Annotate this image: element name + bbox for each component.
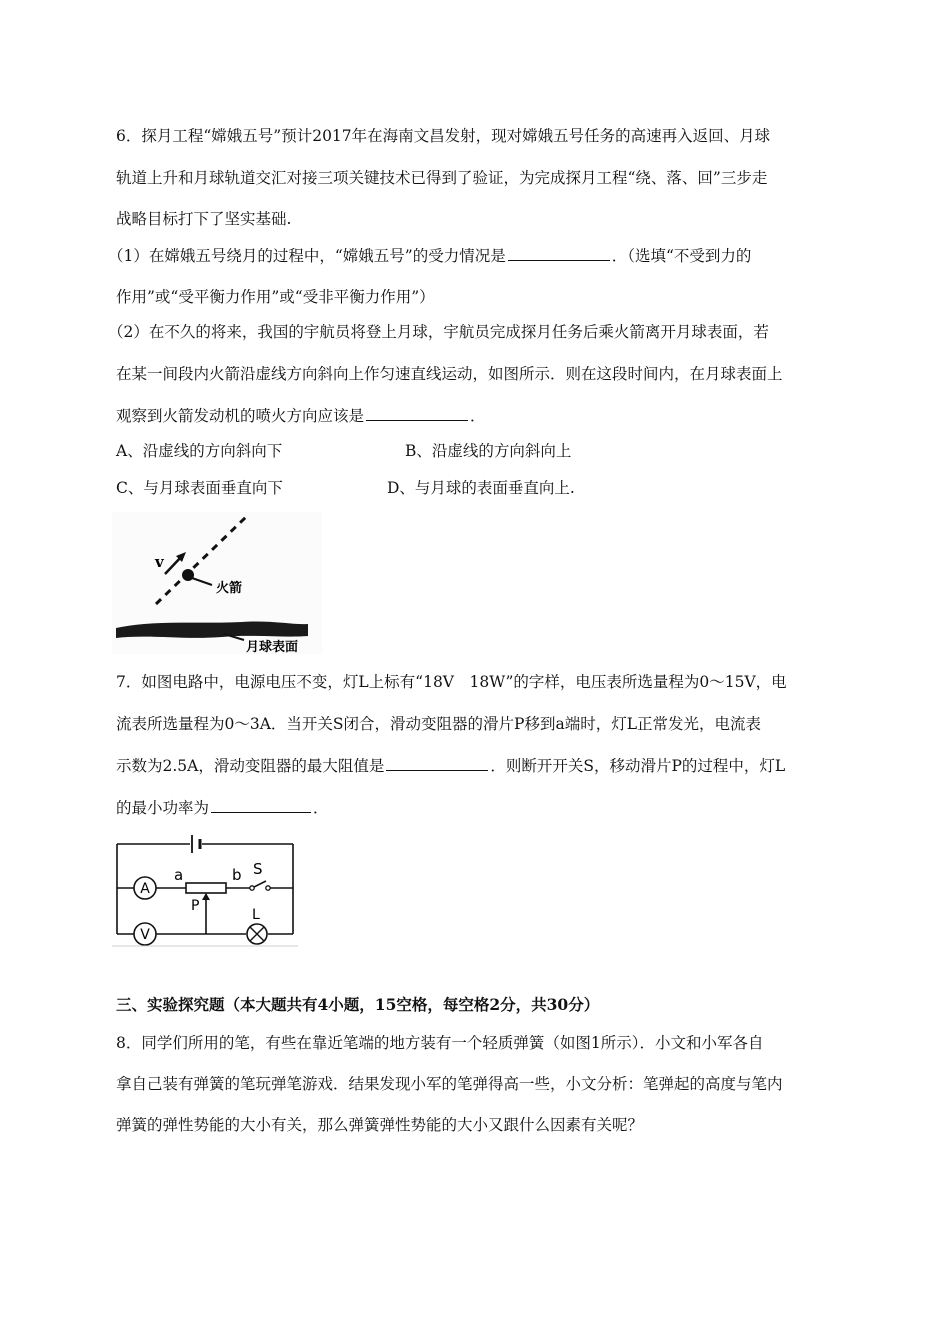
q6-part2-line-1: （2）在不久的将来，我国的宇航员将登上月球，宇航员完成探月任务后乘火箭离开月球表面，若	[108, 323, 769, 341]
q7-line-3	[116, 755, 836, 776]
switch-contact-left	[250, 886, 254, 890]
q6-intro-line-2: 轨道上升和月球轨道交汇对接三项关键技术已得到了验证，为完成探月工程“绕、落、回”三步走	[116, 169, 768, 187]
q6-part1-text: （1）在嫦娥五号绕月的过程中，“嫦娥五号”的受力情况是	[108, 247, 506, 265]
q6-intro-line-1: 6．探月工程“嫦娥五号”预计2017年在海南文昌发射，现对嫦娥五号任务的高速再入返回、月球	[116, 127, 771, 145]
terminal-a-label: a	[174, 866, 184, 884]
q6-part2-line-3	[116, 405, 836, 426]
rocket-label: 火箭	[216, 581, 243, 596]
q6-part1-blank[interactable]	[508, 245, 610, 261]
rocket-figure	[112, 512, 322, 654]
q8-line-1: 8．同学们所用的笔，有些在靠近笔端的地方装有一个轻质弹簧（如图1所示）．小文和小军各自	[116, 1034, 764, 1052]
q7-line-3-text-end: ．则断开开关S，移动滑片P的过程中，灯L	[490, 757, 786, 775]
q7-line-4-text-end: ．	[313, 799, 329, 817]
q7-line-2: 流表所选量程为0～3A．当开关S闭合，滑动变阻器的滑片P移到a端时，灯L正常发光，电流表	[116, 715, 762, 733]
q7-line-4	[116, 797, 836, 818]
surface-label: 月球表面	[246, 640, 299, 654]
slider-p-label: P	[191, 898, 200, 914]
rheostat-icon	[186, 883, 226, 893]
q7-line-3-text: 示数为2.5A，滑动变阻器的最大阻值是	[116, 757, 385, 775]
lamp-l-label: L	[252, 907, 260, 923]
velocity-label: v	[155, 553, 164, 571]
q6-part1-line	[108, 245, 828, 266]
q6-option-a: A、沿虚线的方向斜向下	[116, 442, 283, 460]
section-3-title: 三、实验探究题（本大题共有4小题，15空格，每空格2分，共30分）	[116, 995, 600, 1014]
q7-line-4-text: 的最小功率为	[116, 799, 210, 817]
voltmeter-label: V	[140, 927, 150, 943]
q6-part2-line-2: 在某一间段内火箭沿虚线方向斜向上作匀速直线运动，如图所示．则在这段时间内，在月球表面上	[116, 365, 783, 383]
q6-option-d: D、与月球的表面垂直向上.	[387, 479, 575, 497]
q6-intro-line-3: 战略目标打下了坚实基础.	[116, 210, 292, 228]
q6-part2-text: 观察到火箭发动机的喷火方向应该是	[116, 407, 365, 425]
q6-part1-text-end: ．（选填“不受到力的	[611, 247, 752, 265]
q6-option-b: B、沿虚线的方向斜向上	[405, 442, 572, 460]
q8-line-2: 拿自己装有弹簧的笔玩弹笔游戏．结果发现小军的笔弹得高一些，小文分析：笔弹起的高度与笔内	[116, 1075, 783, 1093]
q7-resistance-blank[interactable]	[386, 755, 488, 771]
q6-option-c: C、与月球表面垂直向下	[116, 479, 283, 497]
q7-line-1: 7．如图电路中，电源电压不变，灯L上标有“18V 18W”的字样，电压表所选量程为0～15V，电	[116, 673, 787, 691]
switch-s-label: S	[253, 860, 263, 878]
slider-arrow-icon	[202, 893, 210, 900]
q6-part2-text-end: ．	[470, 407, 486, 425]
ammeter-label: A	[140, 881, 150, 897]
q8-line-3: 弹簧的弹性势能的大小有关，那么弹簧弹性势能的大小又跟什么因素有关呢？	[116, 1116, 644, 1134]
circuit-figure	[112, 830, 298, 948]
q7-power-blank[interactable]	[211, 797, 311, 813]
rocket-dot	[182, 569, 194, 581]
switch-contact-right	[266, 886, 270, 890]
q6-part1-line-2: 作用”或“受平衡力作用”或“受非平衡力作用”）	[116, 288, 435, 306]
q6-part2-blank[interactable]	[366, 405, 468, 421]
terminal-b-label: b	[232, 866, 242, 884]
